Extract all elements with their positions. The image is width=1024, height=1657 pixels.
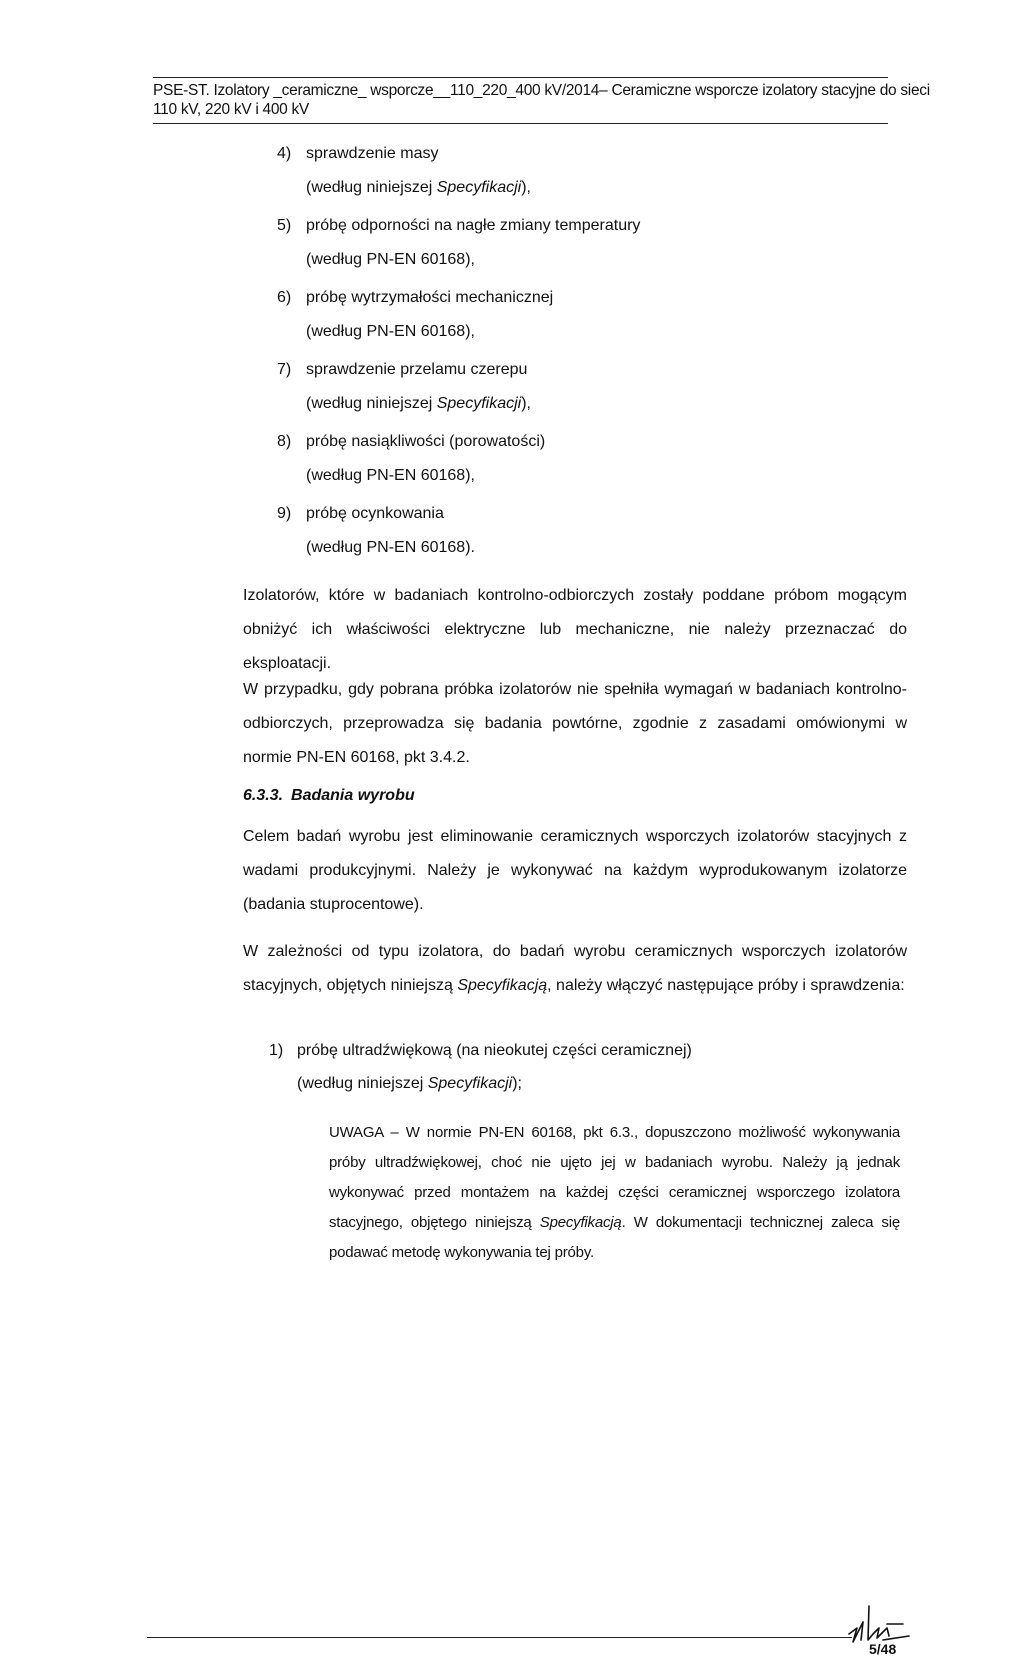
ref-suffix: ); bbox=[512, 1075, 522, 1092]
header-line-2: 110 kV, 220 kV i 400 kV bbox=[153, 101, 309, 118]
section-number: 6.3.3. bbox=[243, 787, 284, 804]
header-bottom-rule bbox=[153, 123, 888, 124]
list-item bbox=[277, 503, 917, 575]
list-item-text: sprawdzenie przelamu czerepu bbox=[306, 361, 528, 378]
ref-prefix: (według PN-EN 60168). bbox=[306, 539, 475, 556]
note-uwaga bbox=[329, 1118, 900, 1268]
note-text-after: . W dokumentacji technicznej zaleca się podawać metodę wykonywania tej próby. bbox=[329, 1214, 900, 1261]
list-item-number: 6) bbox=[277, 289, 292, 306]
list-item-text: sprawdzenie masy bbox=[306, 145, 439, 162]
list-item-number: 1) bbox=[269, 1042, 284, 1059]
ref-italic: Specyfikacji bbox=[436, 179, 522, 196]
list-item-number: 7) bbox=[277, 361, 292, 378]
list-item bbox=[277, 215, 917, 287]
list-item-reference bbox=[306, 393, 531, 415]
para-text-before: W zależności od typu izolatora, do badań wyrobu ceramicznych wsporczych izolatorów stacyjnych, objętych niniejszą bbox=[243, 943, 907, 994]
list-item-number: 9) bbox=[277, 505, 292, 522]
list-item-text: próbę ultradźwiękową (na nieokutej części ceramicznej) bbox=[297, 1042, 692, 1059]
list-item-reference bbox=[306, 177, 531, 199]
list-item-text: próbę wytrzymałości mechanicznej bbox=[306, 289, 554, 306]
ref-prefix: (według PN-EN 60168), bbox=[306, 323, 475, 340]
ref-italic: Specyfikacji bbox=[427, 1075, 513, 1092]
list-item-reference bbox=[306, 249, 475, 271]
ref-prefix: (według niniejszej bbox=[306, 179, 437, 196]
list-item-reference bbox=[306, 537, 475, 559]
list-item-reference bbox=[306, 465, 475, 487]
ref-suffix: ), bbox=[521, 395, 531, 412]
note-text-before: UWAGA – W normie PN-EN 60168, pkt 6.3., dopuszczono możliwość wykonywania próby ultradźwiękowej, choć nie ujęto jej w badaniach wyrobu. Należy ją jednak wykonywać przed montażem na każdej części ceramicznej wsporczego izolatora stacyjnego, objętego niniejszą bbox=[329, 1124, 900, 1231]
footer-rule bbox=[147, 1637, 852, 1638]
para-text-italic: Specyfikacją bbox=[457, 977, 548, 994]
list-item-text: próbę odporności na nagłe zmiany temperatury bbox=[306, 217, 641, 234]
ref-prefix: (według PN-EN 60168), bbox=[306, 467, 475, 484]
paragraph-w-przypadku: W przypadku, gdy pobrana próbka izolatorów nie spełniła wymagań w badaniach kontrolno-odbiorczych, przeprowadza się badania powtórne, zgodnie z zasadami omówionymi w normie PN-EN 60168, pkt 3.4.2. bbox=[243, 681, 907, 766]
list-item-reference bbox=[306, 321, 475, 343]
ref-prefix: (według PN-EN 60168), bbox=[306, 251, 475, 268]
ref-prefix: (według niniejszej bbox=[297, 1075, 428, 1092]
list-item-text: próbę nasiąkliwości (porowatości) bbox=[306, 433, 546, 450]
header-line-1: PSE-ST. Izolatory _ceramiczne_ wsporcze__110_220_400 kV/2014– Ceramiczne wsporcze izolatory stacyjne do sieci bbox=[153, 82, 930, 99]
list-item-text: próbę ocynkowania bbox=[306, 505, 444, 522]
section-heading bbox=[243, 787, 415, 805]
paragraph-w-zaleznosci bbox=[243, 935, 907, 1003]
section-title: Badania wyrobu bbox=[291, 787, 415, 804]
paragraph-celem: Celem badań wyrobu jest eliminowanie ceramicznych wsporczych izolatorów stacyjnych z wadami produkcyjnymi. Należy je wykonywać na każdym wyprodukowanym izolatorze (badania stuprocentowe). bbox=[243, 828, 907, 913]
header-top-rule bbox=[153, 77, 888, 78]
list-item-number: 4) bbox=[277, 145, 292, 162]
list-item bbox=[277, 431, 917, 503]
list-item bbox=[277, 287, 917, 359]
list-item-number: 8) bbox=[277, 433, 292, 450]
list-item-reference bbox=[297, 1073, 522, 1095]
list-item bbox=[277, 143, 917, 215]
ref-suffix: ), bbox=[521, 179, 531, 196]
paragraph-izolatorow: Izolatorów, które w badaniach kontrolno-odbiorczych zostały poddane próbom mogącym obniżyć ich właściwości elektryczne lub mechaniczne, nie należy przeznaczać do eksploatacji. bbox=[243, 587, 907, 672]
para-text-after: , należy włączyć następujące próby i sprawdzenia: bbox=[547, 977, 905, 994]
ref-prefix: (według niniejszej bbox=[306, 395, 437, 412]
page-number: 5/48 bbox=[869, 1641, 897, 1657]
list-item bbox=[277, 359, 917, 431]
list-item-number: 5) bbox=[277, 217, 292, 234]
tests-list bbox=[277, 143, 917, 575]
note-text-italic: Specyfikacją bbox=[539, 1214, 622, 1231]
ref-italic: Specyfikacji bbox=[436, 395, 522, 412]
page-header bbox=[153, 81, 930, 119]
